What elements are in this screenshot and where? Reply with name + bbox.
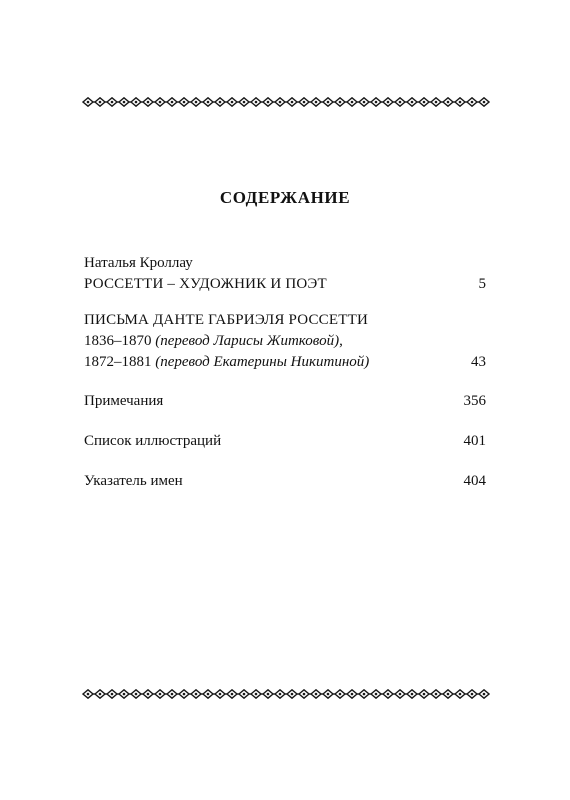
illustrations-page-number: 401 (463, 433, 486, 449)
ornament-dot (267, 693, 270, 696)
ornament-dot (399, 101, 402, 104)
ornament-dot (207, 693, 210, 696)
ornament-dot (483, 693, 486, 696)
intro-author: Наталья Кроллау (84, 255, 193, 271)
intro-page-number: 5 (478, 276, 486, 292)
toc-entry-intro[interactable] (84, 253, 486, 295)
ornament-dot (351, 101, 354, 104)
ornament-dot (87, 693, 90, 696)
ornament-dot (315, 101, 318, 104)
ornament-dot (435, 693, 438, 696)
ornament-dot (411, 693, 414, 696)
ornament-dot (351, 693, 354, 696)
ornament-dot (363, 101, 366, 104)
ornament-dot (135, 101, 138, 104)
ornament-dot (111, 693, 114, 696)
ornament-dot (459, 693, 462, 696)
notes-page-number: 356 (463, 393, 486, 409)
ornament-dot (411, 101, 414, 104)
ornament-dot (219, 693, 222, 696)
ornament-dot (387, 101, 390, 104)
ornament-dot (243, 693, 246, 696)
diamond-chain-ornament-icon (82, 97, 490, 107)
ornament-dot (447, 693, 450, 696)
ornament-dot (171, 693, 174, 696)
toc-entry-illustrations[interactable] (84, 431, 486, 452)
ornament-dot (147, 101, 150, 104)
ornament-dot (339, 101, 342, 104)
ornament-dot (99, 693, 102, 696)
ornament-dot (375, 693, 378, 696)
ornament-dot (171, 101, 174, 104)
ornament-dot (123, 693, 126, 696)
letters-part-2-translator: (перевод Екатерины Никитиной) (155, 354, 370, 370)
ornament-dot (183, 101, 186, 104)
ornament-dot (291, 693, 294, 696)
bottom-ornament-border (82, 689, 490, 699)
ornament-dot (399, 693, 402, 696)
toc-entry-index[interactable] (84, 471, 486, 492)
ornament-dot (471, 101, 474, 104)
notes-title: Примечания (84, 393, 164, 409)
ornament-dot (255, 693, 258, 696)
ornament-dot (471, 693, 474, 696)
ornament-dot (159, 101, 162, 104)
letters-part-1 (84, 331, 486, 352)
ornament-dot (327, 693, 330, 696)
ornament-dot (147, 693, 150, 696)
ornament-dot (87, 101, 90, 104)
ornament-dot (339, 693, 342, 696)
ornament-dot (435, 101, 438, 104)
ornament-dot (111, 101, 114, 104)
index-title: Указатель имен (84, 473, 183, 489)
letters-page-number: 43 (471, 354, 486, 370)
letters-part-2 (84, 352, 486, 373)
ornament-dot (267, 101, 270, 104)
ornament-dot (303, 693, 306, 696)
ornament-dot (207, 101, 210, 104)
letters-part-1-translator: (перевод Ларисы Житковой) (155, 333, 340, 349)
ornament-dot (327, 101, 330, 104)
ornament-dot (231, 101, 234, 104)
ornament-dot (303, 101, 306, 104)
ornament-dot (423, 101, 426, 104)
ornament-dot (459, 101, 462, 104)
toc-entry-notes[interactable] (84, 391, 486, 412)
ornament-dot (255, 101, 258, 104)
letters-part-1-years: 1836–1870 (84, 333, 152, 349)
ornament-dot (291, 101, 294, 104)
table-of-contents (84, 253, 486, 492)
diamond-chain-ornament-icon (82, 689, 490, 699)
ornament-dot (447, 101, 450, 104)
ornament-dot (279, 101, 282, 104)
ornament-dot (243, 101, 246, 104)
ornament-dot (219, 101, 222, 104)
letters-part-1-separator: , (339, 333, 343, 349)
ornament-dot (423, 693, 426, 696)
ornament-dot (387, 693, 390, 696)
toc-entry-letters[interactable] (84, 310, 486, 373)
illustrations-title: Список иллюстраций (84, 433, 222, 449)
letters-part-2-years: 1872–1881 (84, 354, 152, 370)
ornament-dot (231, 693, 234, 696)
letters-title: ПИСЬМА ДАНТЕ ГАБРИЭЛЯ РОССЕТТИ (84, 312, 368, 328)
ornament-dot (99, 101, 102, 104)
ornament-dot (183, 693, 186, 696)
ornament-dot (135, 693, 138, 696)
intro-title: РОССЕТТИ – ХУДОЖНИК И ПОЭТ (84, 276, 327, 292)
ornament-dot (195, 101, 198, 104)
ornament-dot (375, 101, 378, 104)
ornament-dot (123, 101, 126, 104)
ornament-dot (363, 693, 366, 696)
ornament-dot (279, 693, 282, 696)
top-ornament-border (82, 97, 490, 107)
ornament-dot (483, 101, 486, 104)
index-page-number: 404 (463, 473, 486, 489)
ornament-dot (159, 693, 162, 696)
contents-title: СОДЕРЖАНИЕ (219, 188, 351, 207)
ornament-dot (195, 693, 198, 696)
ornament-dot (315, 693, 318, 696)
